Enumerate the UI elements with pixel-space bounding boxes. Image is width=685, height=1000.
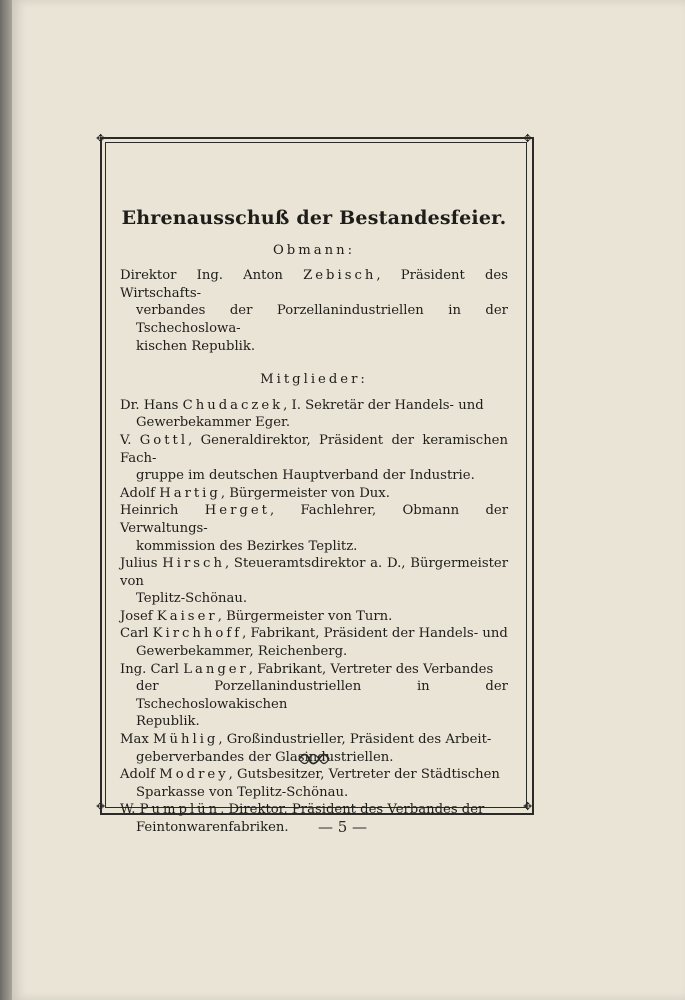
member-prefix: Heinrich [120,503,205,519]
member-details: , Fabrikant, Präsident der Handels- und [242,626,508,642]
member-entry [120,661,508,731]
member-details: , Fabrikant, Vertreter des Verbandes [248,661,494,677]
corner-ornament-bottom-left: ✥ [96,800,106,813]
member-prefix: Dr. Hans [120,397,183,413]
member-continuation-line: Republik. [136,714,200,730]
member-name: Hirsch [162,556,225,572]
page-number: — 5 — [317,818,368,836]
chair-line-3: kischen Republik. [136,338,256,354]
member-entry [120,555,508,608]
chair-name: Zebisch [303,268,377,284]
member-continuation-line: Feintonwarenfabriken. [136,820,289,835]
ornament-icon [297,752,331,766]
document-content [120,207,509,837]
member-name: Mühlig [153,732,219,748]
member-continuation-line: Gewerbekammer Eger. [136,415,291,431]
member-prefix: Adolf [120,485,160,501]
member-prefix: Josef [120,608,157,624]
member-prefix: Ing. Carl [120,661,184,677]
member-continuation-line: Sparkasse von Teplitz-Schönau. [136,784,349,800]
member-name: Langer [183,661,249,677]
members-heading: Mitglieder: [260,372,368,388]
corner-ornament-top-left: ✥ [96,132,106,145]
chair-prefix: Direktor Ing. Anton [120,268,304,284]
member-entry [120,397,508,432]
member-prefix: W. [120,802,140,818]
member-entry [120,502,508,555]
member-name: Hartig [159,485,221,501]
member-details: , Bürgermeister von Turn. [217,608,393,624]
member-entry [120,625,508,660]
member-entry [120,432,508,485]
member-continuation-line: geberverbandes der Glasindustriellen. [136,749,394,765]
member-name: Gottl [139,432,189,448]
chair-heading: Obmann: [272,242,356,258]
chair-line-2: verbandes der Porzellanindustriellen in der Tschechoslowa- [136,303,508,336]
member-continuation-line: Teplitz-Schönau. [136,591,248,607]
member-entry [120,485,508,503]
member-details: , Generaldirektor, Präsident der keramischen Fach- [120,432,508,466]
member-name: Kirchhoff [152,626,243,642]
member-details: , Direktor, Präsident des Verbandes der [220,802,485,818]
member-name: Modrey [159,767,229,783]
page-binding-edge [0,0,12,1000]
member-details: , I. Sekretär der Handels- und [283,397,484,413]
member-entry [120,608,508,626]
member-continuation-line: gruppe im deutschen Hauptverband der Industrie. [136,468,475,484]
member-continuation-line: kommission des Bezirkes Teplitz. [136,538,358,554]
chair-entry [120,267,508,355]
member-details: , Großindustrieller, Präsident des Arbeit- [218,732,492,748]
member-prefix: Julius [120,556,163,572]
page-title: Ehrenausschuß der Bestandesfeier. [121,207,507,229]
member-prefix: V. [120,432,140,448]
member-continuation-line: der Porzellanindustriellen in der Tschechoslowakischen [136,679,508,712]
chair-rest: , Präsident des Wirtschafts- [120,268,508,301]
member-prefix: Carl [120,626,153,642]
corner-ornament-top-right: ✥ [523,132,533,145]
member-name: Herget [204,503,270,519]
member-prefix: Adolf [120,767,160,783]
member-details: , Fachlehrer, Obmann der Verwaltungs- [120,503,509,536]
member-name: Pumplün [139,802,221,818]
member-name: Chudaczek [182,397,284,413]
member-continuation-line: Gewerbekammer, Reichenberg. [136,644,348,660]
member-details: , Steueramtsdirektor a. D., Bürgermeister von [120,556,509,589]
member-prefix: Max [120,732,153,748]
member-entry [120,766,508,801]
member-details: , Bürgermeister von Dux. [220,485,390,501]
member-name: Kaiser [156,608,218,624]
members-list [120,397,508,837]
corner-ornament-bottom-right: ✥ [523,800,533,813]
member-details: , Gutsbesitzer, Vertreter der Städtischen [228,767,500,783]
